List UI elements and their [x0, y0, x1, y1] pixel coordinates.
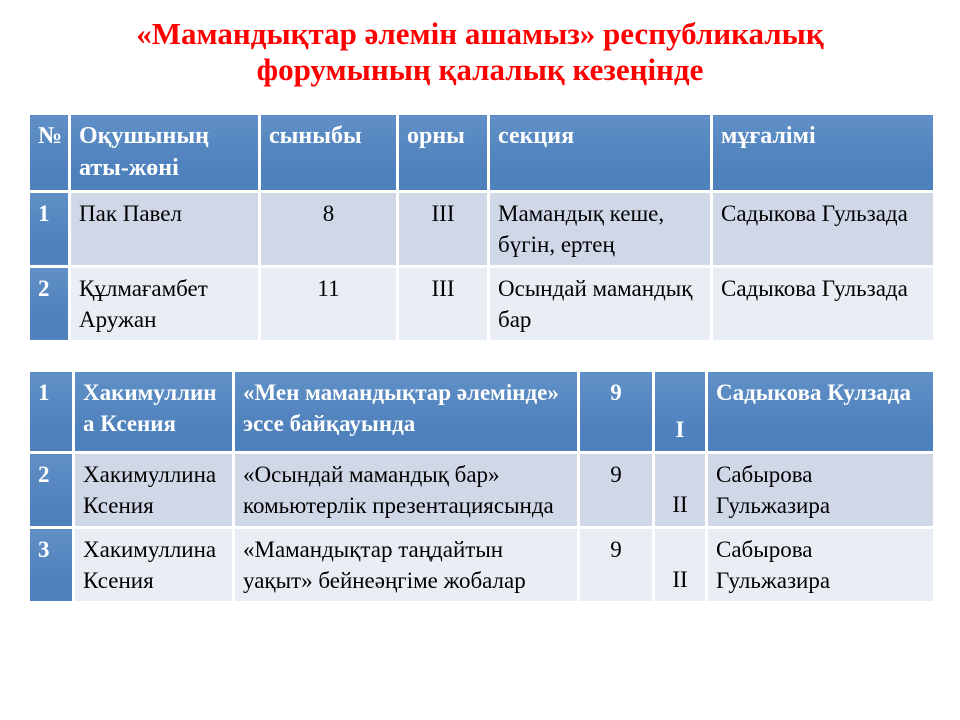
- row-number-cell: 3: [29, 528, 74, 603]
- teacher-cell: Садыкова Гульзада: [712, 266, 935, 341]
- place-cell: III: [398, 266, 489, 341]
- student-name-cell: Құлмағамбет Аружан: [70, 266, 260, 341]
- teacher-cell: Сабырова Гульжазира: [707, 528, 935, 603]
- student-name-cell: Хакимуллина Ксения: [74, 528, 234, 603]
- table-row: [29, 191, 935, 266]
- class-cell: 9: [579, 453, 654, 528]
- row-number-cell: 1: [29, 371, 74, 453]
- place-cell: II: [654, 528, 707, 603]
- place-cell: III: [398, 191, 489, 266]
- contest-cell: «Мен мамандықтар әлемінде» эссе байқауында: [234, 371, 579, 453]
- place-cell: II: [654, 453, 707, 528]
- class-cell: 11: [260, 266, 398, 341]
- student-name-cell: Хакимуллина Ксения: [74, 453, 234, 528]
- contest-cell: «Мамандықтар таңдайтын уақыт» бейнеәңгіме жобалар: [234, 528, 579, 603]
- contest-cell: «Осындай мамандық бар» комьютерлік презентациясында: [234, 453, 579, 528]
- teacher-cell: Сабырова Гульжазира: [707, 453, 935, 528]
- section-cell: Мамандық кеше, бүгін, ертең: [489, 191, 712, 266]
- results-table-contests: [27, 369, 936, 604]
- row-number-cell: 1: [29, 191, 70, 266]
- table1-header-place: орны: [398, 114, 489, 192]
- results-table-city-stage: [27, 112, 936, 343]
- page-title: [0, 16, 960, 88]
- student-name-cell: Хакимуллина Ксения: [74, 371, 234, 453]
- student-name-cell: Пак Павел: [70, 191, 260, 266]
- page-title-line1: «Мамандықтар әлемін ашамыз» республикалық: [136, 16, 824, 51]
- row-number-cell: 2: [29, 266, 70, 341]
- page-title-line2: форумының қалалық кезеңінде: [256, 52, 704, 87]
- table1-header-row: [29, 114, 935, 192]
- teacher-cell: Садыкова Гульзада: [712, 191, 935, 266]
- table-row: [29, 371, 935, 453]
- table-row: [29, 266, 935, 341]
- table1-header-student-name: Оқушының аты-жөні: [70, 114, 260, 192]
- teacher-cell: Садыкова Кулзада: [707, 371, 935, 453]
- table1-header-teacher: мұғалімі: [712, 114, 935, 192]
- section-cell: Осындай мамандық бар: [489, 266, 712, 341]
- table1-header-section: секция: [489, 114, 712, 192]
- table1-header-class: сыныбы: [260, 114, 398, 192]
- class-cell: 8: [260, 191, 398, 266]
- row-number-cell: 2: [29, 453, 74, 528]
- table1-header-num: №: [29, 114, 70, 192]
- class-cell: 9: [579, 371, 654, 453]
- class-cell: 9: [579, 528, 654, 603]
- table-row: [29, 453, 935, 528]
- place-cell: I: [654, 371, 707, 453]
- table-row: [29, 528, 935, 603]
